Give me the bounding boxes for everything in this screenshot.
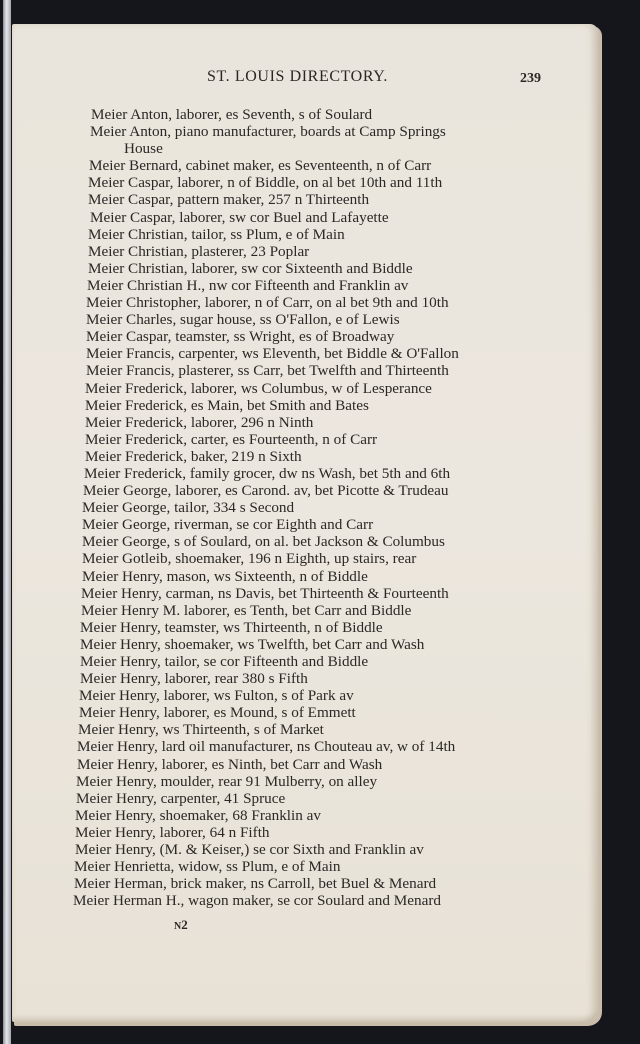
directory-entry: Meier Frederick, carter, es Fourteenth, n of Carr: [85, 430, 378, 448]
directory-entries: [12, 106, 598, 909]
directory-entry: Meier Frederick, es Main, bet Smith and Bates: [85, 396, 369, 414]
directory-entry: Meier Henry, carpenter, 41 Spruce: [76, 789, 286, 807]
directory-entry: Meier Caspar, teamster, ss Wright, es of Broadway: [86, 328, 395, 346]
directory-entry: Meier Anton, laborer, es Seventh, s of Soulard: [91, 106, 373, 123]
directory-entry: Meier Herman, brick maker, ns Carroll, bet Buel & Menard: [74, 875, 437, 893]
directory-entry: Meier Henrietta, widow, ss Plum, e of Main: [74, 858, 341, 876]
directory-entry: Meier George, s of Soulard, on al. bet Jackson & Columbus: [82, 533, 445, 551]
directory-entry: Meier Christian H., nw cor Fifteenth and Franklin av: [87, 276, 409, 294]
directory-entry: Meier Herman H., wagon maker, se cor Soulard and Menard: [73, 892, 441, 910]
directory-entry: Meier Henry, shoemaker, 68 Franklin av: [75, 806, 321, 824]
directory-entry: Meier Henry, teamster, ws Thirteenth, n of Biddle: [80, 618, 383, 636]
directory-entry: Meier Caspar, pattern maker, 257 n Thirteenth: [88, 191, 370, 209]
running-title: ST. LOUIS DIRECTORY.: [207, 68, 388, 85]
directory-entry: Meier Christian, laborer, sw cor Sixteenth and Biddle: [88, 259, 413, 277]
directory-entry: Meier Anton, piano manufacturer, boards at Camp Springs: [90, 123, 446, 141]
signature-number: 2: [181, 917, 188, 932]
directory-entry: Meier Francis, plasterer, ss Carr, bet Twelfth and Thirteenth: [86, 362, 449, 380]
directory-entry: Meier George, riverman, se cor Eighth and Carr: [82, 516, 374, 534]
signature-letter: N: [174, 921, 182, 932]
directory-entry: Meier Henry, tailor, se cor Fifteenth and Biddle: [80, 653, 369, 670]
directory-entry: Meier Henry, lard oil manufacturer, ns Chouteau av, w of 14th: [77, 738, 456, 756]
directory-entry: Meier Henry, carman, ns Davis, bet Thirteenth & Fourteenth: [81, 584, 449, 602]
directory-entry: Meier Henry, ws Thirteenth, s of Market: [78, 721, 324, 739]
directory-entry: Meier Henry M. laborer, es Tenth, bet Carr and Biddle: [81, 601, 412, 619]
directory-entry: Meier Caspar, laborer, n of Biddle, on al bet 10th and 11th: [88, 174, 443, 192]
signature-mark: [174, 917, 188, 933]
directory-entry: Meier Henry, laborer, es Mound, s of Emmett: [79, 704, 356, 722]
directory-entry: Meier Henry, laborer, es Ninth, bet Carr and Wash: [77, 755, 383, 773]
directory-entry-continuation: House: [124, 140, 163, 158]
directory-entry: Meier Frederick, laborer, 296 n Ninth: [85, 413, 314, 431]
directory-entry: Meier Frederick, family grocer, dw ns Wash, bet 5th and 6th: [84, 464, 451, 482]
directory-entry: Meier Christopher, laborer, n of Carr, on al bet 9th and 10th: [86, 294, 449, 312]
directory-entry: Meier Francis, carpenter, ws Eleventh, bet Biddle & O'Fallon: [86, 345, 459, 363]
directory-entry: Meier Gotleib, shoemaker, 196 n Eighth, up stairs, rear: [82, 550, 417, 568]
directory-entry: Meier Henry, shoemaker, ws Twelfth, bet Carr and Wash: [80, 635, 425, 653]
binding-rod: [3, 0, 11, 1044]
directory-entry: Meier Henry, moulder, rear 91 Mulberry, on alley: [76, 772, 378, 790]
page-number: 239: [520, 71, 541, 86]
page-header: [12, 68, 598, 88]
directory-entry: Meier Charles, sugar house, ss O'Fallon, e of Lewis: [86, 311, 400, 329]
directory-entry: Meier Henry, laborer, rear 380 s Fifth: [80, 670, 308, 688]
directory-entry: Meier Henry, (M. & Keiser,) se cor Sixth and Franklin av: [75, 841, 424, 859]
directory-entry: Meier Caspar, laborer, sw cor Buel and Lafayette: [90, 208, 389, 226]
directory-entry: Meier Henry, laborer, ws Fulton, s of Park av: [79, 687, 354, 705]
book-page: [12, 24, 598, 1022]
directory-entry: Meier Henry, mason, ws Sixteenth, n of Biddle: [82, 567, 368, 585]
directory-entry: Meier Christian, plasterer, 23 Poplar: [88, 242, 310, 260]
directory-entry: Meier Frederick, baker, 219 n Sixth: [85, 447, 302, 465]
directory-entry: Meier Frederick, laborer, ws Columbus, w of Lesperance: [85, 379, 432, 397]
directory-entry: Meier George, tailor, 334 s Second: [82, 499, 295, 517]
directory-entry: Meier Christian, tailor, ss Plum, e of Main: [88, 225, 345, 243]
directory-entry: Meier Henry, laborer, 64 n Fifth: [75, 823, 270, 841]
directory-entry: Meier Bernard, cabinet maker, es Seventeenth, n of Carr: [89, 157, 432, 175]
directory-entry: Meier George, laborer, es Carond. av, bet Picotte & Trudeau: [83, 482, 449, 500]
